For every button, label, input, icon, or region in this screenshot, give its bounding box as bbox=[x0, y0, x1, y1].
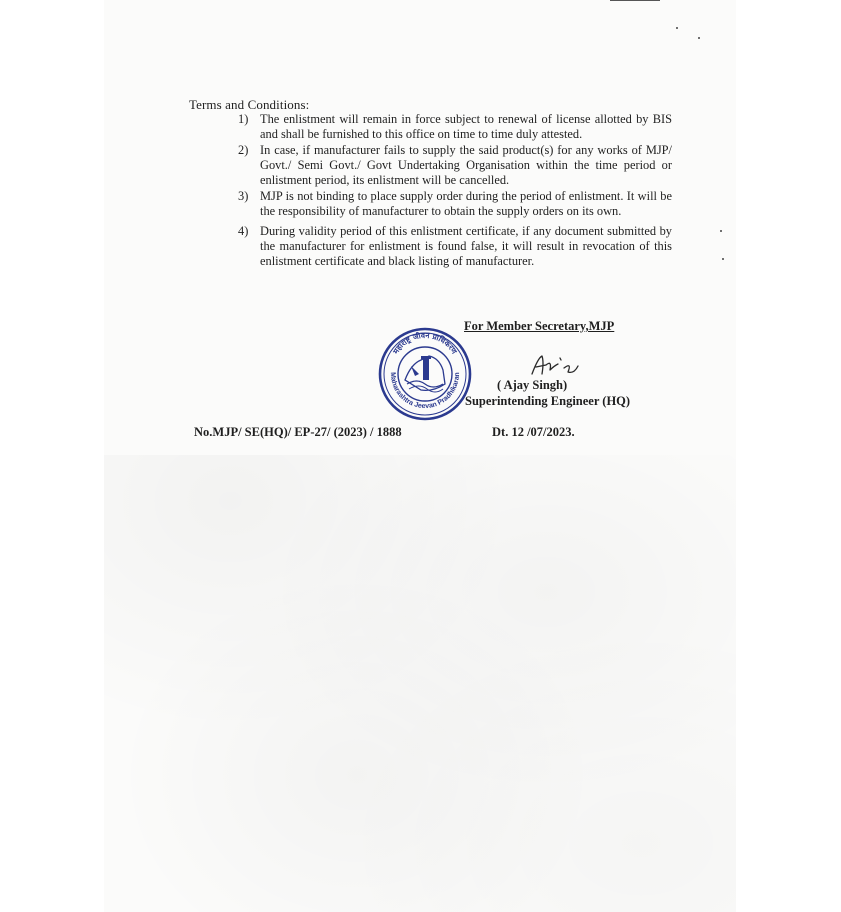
signer-name: ( Ajay Singh) bbox=[497, 378, 568, 392]
terms-list bbox=[230, 112, 672, 270]
term-number: 2) bbox=[238, 143, 249, 157]
scan-speck bbox=[698, 37, 700, 39]
term-number: 4) bbox=[238, 224, 249, 238]
scan-speck bbox=[720, 230, 722, 232]
term-text: The enlistment will remain in force subject to renewal of license allotted by BIS and shall be furnished to this office on time to time duly attested. bbox=[260, 112, 672, 141]
term-item bbox=[230, 112, 672, 142]
signer-title: Superintending Engineer (HQ) bbox=[465, 394, 631, 408]
official-seal-icon bbox=[377, 326, 473, 422]
term-text: During validity period of this enlistment certificate, if any document submitted by the manufacturer for enlistment is found false, it will result in revocation of this enlistment certificate and black listing of manufacturer. bbox=[260, 224, 672, 268]
handwritten-signature bbox=[528, 352, 580, 378]
term-text: MJP is not binding to place supply order during the period of enlistment. It will be the responsibility of manufacturer to obtain the supply orders on its own. bbox=[260, 189, 672, 218]
term-item bbox=[230, 143, 672, 188]
seal-text-top: महाराष्ट्र जीवन प्राधिकरण bbox=[391, 330, 459, 356]
scan-speck bbox=[722, 258, 724, 260]
paper-texture bbox=[104, 455, 736, 912]
reference-number: No.MJP/ SE(HQ)/ EP-27/ (2023) / 1888 bbox=[194, 425, 402, 439]
scan-edge-line bbox=[610, 0, 660, 1]
term-item bbox=[230, 224, 672, 269]
document-date: Dt. 12 /07/2023. bbox=[492, 425, 575, 439]
seal-text: Maharashtra Jeevan Pradhikaran bbox=[388, 372, 462, 411]
scan-speck bbox=[676, 27, 678, 29]
term-text: In case, if manufacturer fails to supply the said product(s) for any works of MJP/ Govt./ Semi Govt./ Govt Undertaking Organisation within the time period or enlistment period, its enlistment will be cancelled. bbox=[260, 143, 672, 187]
terms-heading: Terms and Conditions: bbox=[189, 97, 310, 112]
term-item bbox=[230, 189, 672, 219]
term-number: 3) bbox=[238, 189, 249, 203]
signatory-heading: For Member Secretary,MJP bbox=[464, 319, 615, 333]
term-number: 1) bbox=[238, 112, 249, 126]
